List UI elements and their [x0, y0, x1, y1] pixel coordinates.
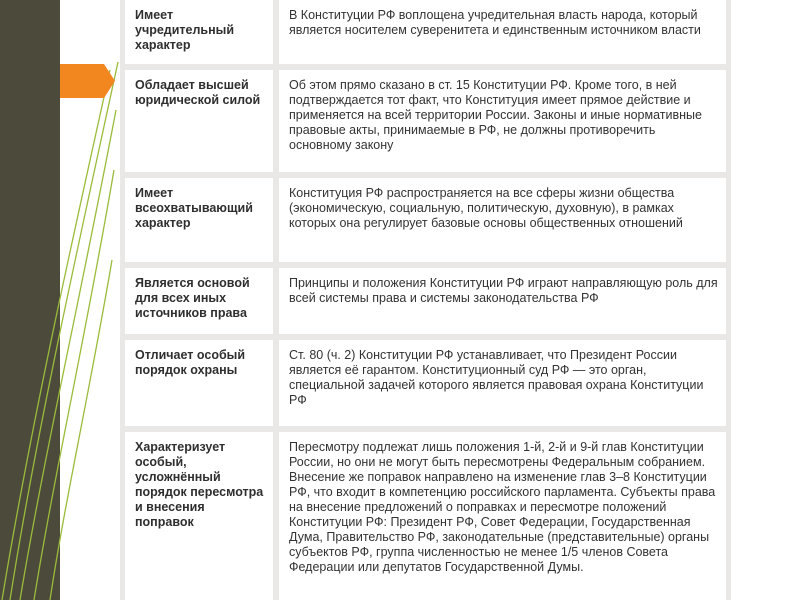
- feature-cell: Имеет учредительный характер: [125, 0, 279, 64]
- feature-cell: Отличает особый порядок охраны: [125, 340, 279, 426]
- description-cell: Ст. 80 (ч. 2) Конституции РФ устанавливает, что Президент России является её гарантом. Конституционный суд РФ — это орган, специальной задачей которого является правовая охрана Конституции РФ: [279, 340, 726, 426]
- feature-cell: Является основой для всех иных источников права: [125, 268, 279, 334]
- orange-arrow-tab: [60, 64, 115, 98]
- table-row: [125, 340, 726, 426]
- feature-cell: Обладает высшей юридической силой: [125, 70, 279, 172]
- constitution-features-table-container: [120, 0, 731, 600]
- table-row: [125, 268, 726, 334]
- table-row: [125, 432, 726, 600]
- feature-cell: Имеет всеохватывающий характер: [125, 178, 279, 262]
- feature-cell: Характеризует особый, усложнённый порядок пересмотра и внесения поправок: [125, 432, 279, 600]
- table-row: [125, 0, 726, 64]
- table-row: [125, 178, 726, 262]
- description-cell: В Конституции РФ воплощена учредительная власть народа, который является носителем суверенитета и единственным источником власти: [279, 0, 726, 64]
- description-cell: Пересмотру подлежат лишь положения 1-й, 2-й и 9-й глав Конституции России, но они не могут быть пересмотрены Федеральным собранием. Внесение же поправок направлено на изменение глав 3–8 Конституции РФ, что входит в компетенцию российского парламента. Субъекты права на внесение предложений о поправках и пересмотре положений Конституции РФ: Президент РФ, Совет Федерации, Государственная Дума, Правительство РФ, законодательные (представительные) органы субъектов РФ, группа численностью не менее 1/5 членов Совета Федерации или депутатов Государственной Думы.: [279, 432, 726, 600]
- description-cell: Об этом прямо сказано в ст. 15 Конституции РФ. Кроме того, в ней подтверждается тот факт, что Конституция имеет прямое действие и применяется на всей территории России. Законы и иные нормативные правовые акты, принимаемые в РФ, не должны противоречить основному закону: [279, 70, 726, 172]
- description-cell: Конституция РФ распространяется на все сферы жизни общества (экономическую, социальную, политическую, духовную), в рамках которых она регулирует базовые основы общественных отношений: [279, 178, 726, 262]
- constitution-features-table: [125, 0, 726, 600]
- table-row: [125, 70, 726, 172]
- slide-right-margin: [731, 0, 800, 600]
- description-cell: Принципы и положения Конституции РФ играют направляющую роль для всей системы права и системы законодательства РФ: [279, 268, 726, 334]
